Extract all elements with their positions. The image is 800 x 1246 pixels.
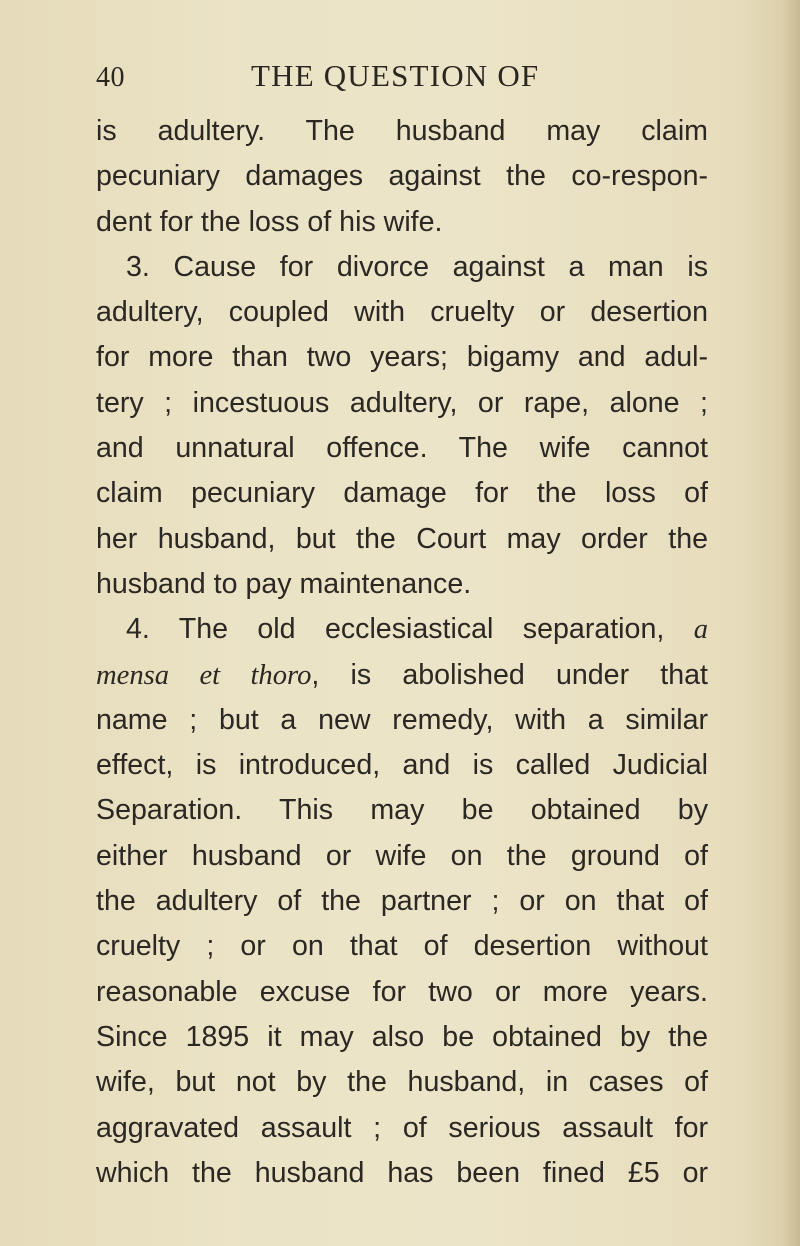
text-line: reasonable excuse for two or more years. — [96, 975, 708, 1008]
text-line: which the husband has been fined £5 or — [96, 1156, 708, 1189]
body-text — [96, 109, 708, 1196]
page-header — [96, 58, 706, 102]
running-title: THE QUESTION OF — [251, 58, 540, 93]
text-line — [96, 607, 708, 652]
text-line: adultery, coupled with cruelty or desertion — [96, 296, 708, 329]
page-number: 40 — [96, 62, 125, 93]
text-line: her husband, but the Court may order the — [96, 522, 708, 555]
text-line: and unnatural offence. The wife cannot — [96, 432, 708, 465]
text-line: 3. Cause for divorce against a man is — [126, 250, 708, 283]
text-line: husband to pay maintenance. — [96, 567, 472, 600]
text-line: dent for the loss of his wife. — [96, 205, 443, 238]
text-line: Since 1895 it may also be obtained by the — [96, 1020, 708, 1053]
text-run: 4. The old ecclesiastical separation, — [126, 613, 665, 646]
text-line: cruelty ; or on that of desertion without — [96, 930, 708, 963]
text-line: the adultery of the partner ; or on that of — [96, 885, 708, 918]
text-line: tery ; incestuous adultery, or rape, alone ; — [96, 386, 708, 419]
text-run: , is abolished under that — [311, 658, 708, 691]
text-line: claim pecuniary damage for the loss of — [96, 477, 708, 510]
text-line: pecuniary damages against the co-respon- — [96, 160, 708, 193]
text-line: for more than two years; bigamy and adul- — [96, 341, 708, 374]
text-line: aggravated assault ; of serious assault for — [96, 1111, 708, 1144]
text-line: either husband or wife on the ground of — [96, 839, 708, 872]
italic-text: mensa et thoro — [96, 659, 312, 691]
text-line: is adultery. The husband may claim — [96, 115, 708, 147]
text-line — [96, 653, 708, 698]
text-line: effect, is introduced, and is called Judicial — [96, 749, 708, 782]
page-edge-shadow — [782, 0, 800, 1246]
text-line: name ; but a new remedy, with a similar — [96, 703, 708, 736]
text-line: wife, but not by the husband, in cases of — [96, 1066, 708, 1099]
italic-text: a — [693, 614, 708, 646]
text-line: Separation. This may be obtained by — [96, 794, 708, 827]
